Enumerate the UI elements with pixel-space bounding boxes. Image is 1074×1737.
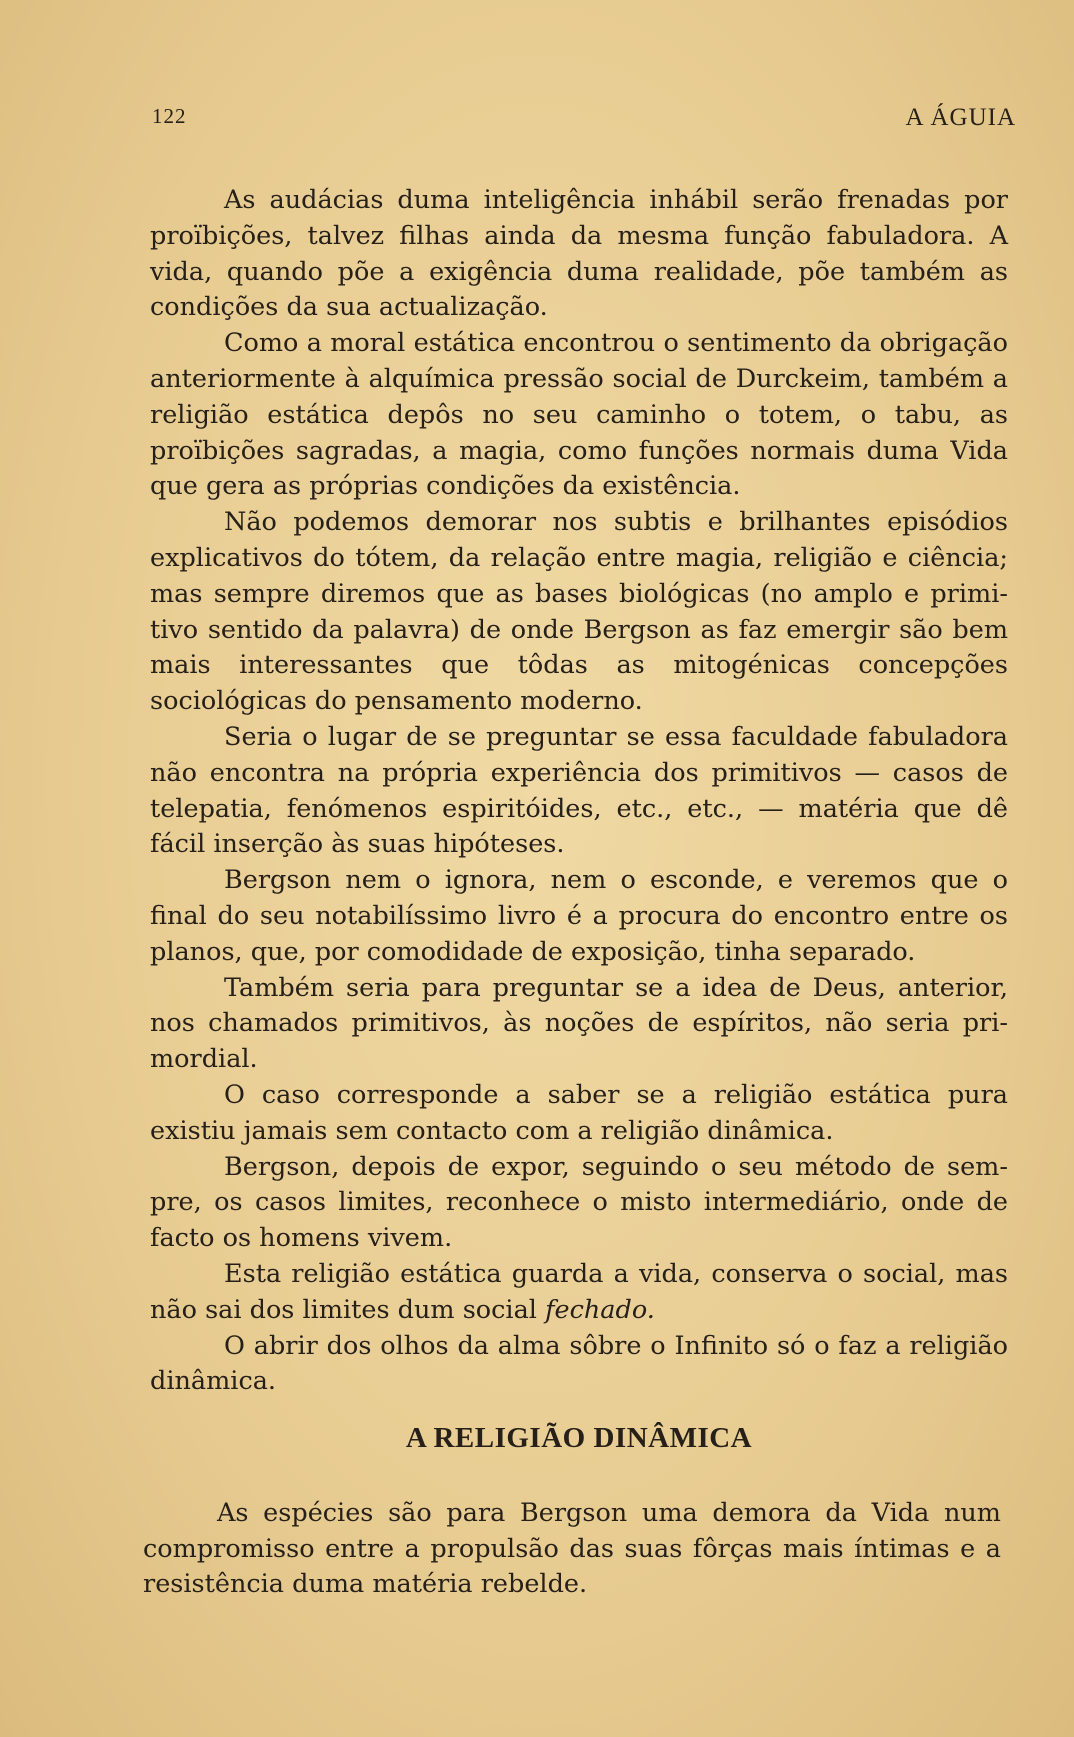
paragraph: Não podemos demorar nos subtis e brilhantes episódios explicativos do tótem, da relação entre magia, religião e ciência; mas sempre diremos que as bases biológicas (no amplo e primitivo sentido da palavra) de onde Bergson as faz emergir são bem mais interessantes que tôdas as mitogénicas concepções sociológicas do pensamento moderno. <box>150 507 1008 717</box>
section-heading: A RELIGIÃO DINÂMICA <box>405 1422 753 1454</box>
paragraph: Bergson, depois de expor, seguindo o seu método de sempre, os casos limites, reconhece o misto intermediário, onde de facto os homens vivem. <box>150 1151 1008 1254</box>
running-title: A ÁGUIA <box>905 104 1016 131</box>
running-head <box>152 104 1016 136</box>
body-text <box>150 183 1008 1400</box>
page-number: 122 <box>152 104 187 128</box>
paragraph: Seria o lugar de se preguntar se essa faculdade fabuladora não encontra na própria experiência dos primitivos — casos de telepatia, fenómenos espiritóides, etc., etc., — matéria que dê fácil inserção às suas hipóteses. <box>150 721 1008 860</box>
paragraph: O caso corresponde a saber se a religião estática pura existiu jamais sem contacto com a religião dinâmica. <box>150 1079 1008 1146</box>
paragraph <box>150 1257 1008 1329</box>
paragraph: As audácias duma inteligência inhábil serão frenadas por proïbições, talvez filhas ainda da mesma função fabuladora. A vida, quando põe a exigência duma realidade, põe também as condições da sua actualização. <box>150 185 1008 323</box>
section-text <box>143 1496 1001 1603</box>
paragraph: Também seria para preguntar se a idea de Deus, anterior, nos chamados primitivos, às noções de espíritos, não seria primordial. <box>150 972 1008 1075</box>
italic-word: fechado. <box>545 1294 655 1325</box>
paragraph: As espécies são para Bergson uma demora da Vida num compromisso entre a propulsão das suas fôrças mais íntimas e a resistência duma matéria rebelde. <box>143 1498 1001 1599</box>
paragraph: Bergson nem o ignora, nem o esconde, e veremos que o final do seu notabilíssimo livro é a procura do encontro entre os planos, que, por comodidade de exposição, tinha separado. <box>150 865 1008 967</box>
paragraph: O abrir dos olhos da alma sôbre o Infinito só o faz a religião dinâmica. <box>150 1330 1008 1397</box>
paragraph: Como a moral estática encontrou o sentimento da obrigação anteriormente à alquímica pressão social de Durckeim, também a religião estática depôs no seu caminho o totem, o tabu, as proïbições sagradas, a magia, como funções normais duma Vida que gera as próprias condições da existência. <box>150 328 1008 502</box>
paragraph-text: Esta religião estática guarda a vida, conserva o social, mas não sai dos limites dum social <box>150 1258 1008 1325</box>
